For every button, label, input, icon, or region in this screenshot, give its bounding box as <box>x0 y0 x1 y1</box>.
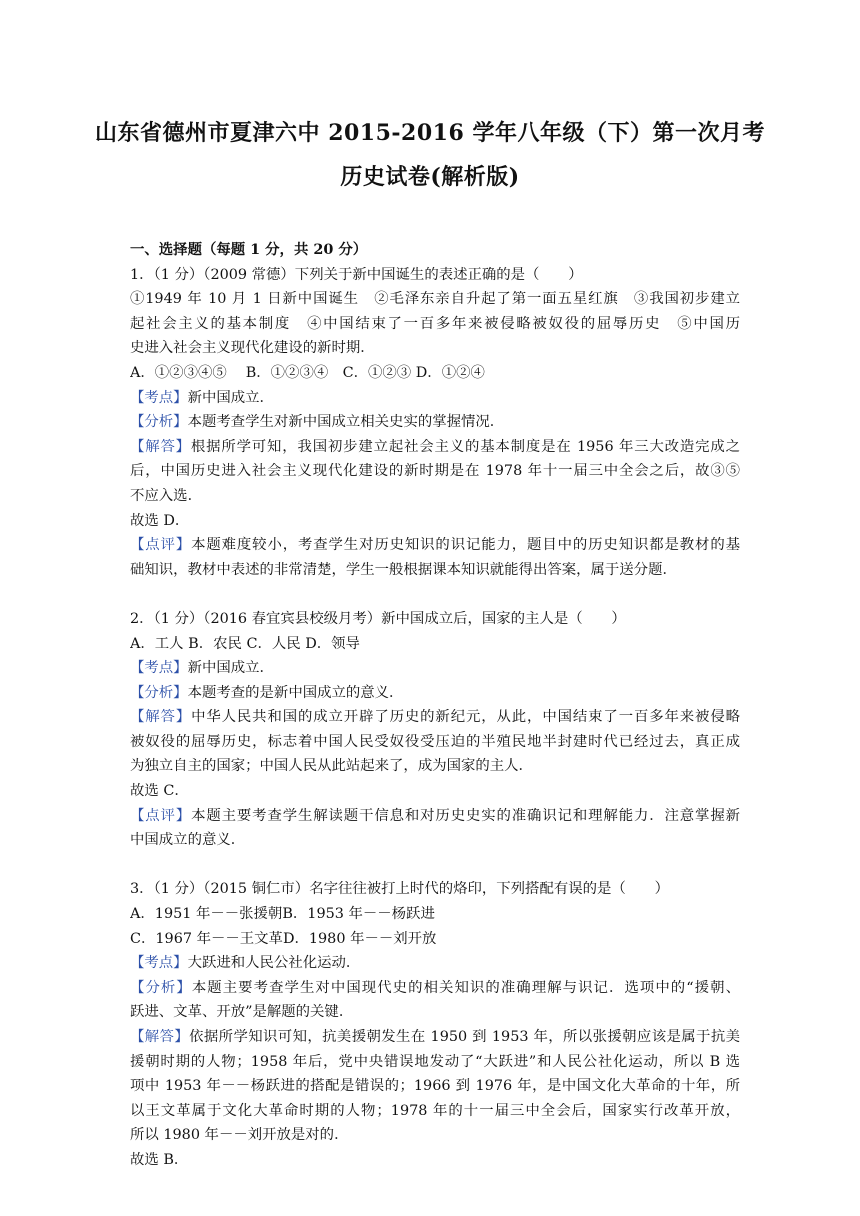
question-2-fenxi <box>130 681 740 706</box>
question-2-dianping <box>130 804 740 829</box>
question-1-statement: 起社会主义的基本制度 ④中国结束了一百多年来被侵略被奴役的屈辱历史 ⑤中国历 <box>130 315 740 332</box>
question-3-stem: 3．（1 分）（2015 铜仁市）名字往往被打上时代的烙印，下列搭配有误的是（ ） <box>130 881 669 898</box>
question-1-jieda-cont: 后，中国历史进入社会主义现代化建设的新时期是在 1978 年十一届三中全会之后，故③⑤ <box>130 463 740 480</box>
kaodian-tag: 【考点】 <box>130 660 188 677</box>
question-2-kaodian <box>130 656 740 681</box>
question-1-jieda <box>130 435 740 460</box>
fenxi-tag: 【分析】 <box>130 979 192 996</box>
question-2-jieda <box>130 705 740 730</box>
question-3-jieda-cont: 以王文革属于文化大革命时期的人物；1978 年的十一届三中全会后，国家实行改革开放， <box>130 1102 740 1119</box>
jieda-tag: 【解答】 <box>130 438 191 455</box>
jieda-text: 根据所学可知，我国初步建立起社会主义的基本制度是在 1956 年三大改造完成之 <box>190 438 740 455</box>
dianping-text: 本题难度较小，考查学生对历史知识的识记能力，题目中的历史知识都是教材的基 <box>191 537 740 554</box>
question-1-kaodian <box>130 386 740 411</box>
section-heading: 一、选择题（每题 1 分，共 20 分） <box>130 241 368 258</box>
question-3-kaodian <box>130 951 740 976</box>
title-line-1: 山东省德州市夏津六中 2015-2016 学年八年级（下）第一次月考 <box>95 120 765 146</box>
jieda-text: 依据所学知识可知，抗美援朝发生在 1950 到 1953 年，所以张援朝应该是属于抗美 <box>189 1029 740 1045</box>
question-1-stem: 1．（1 分）（2009 常德）下列关于新中国诞生的表述正确的是（ ） <box>130 266 583 283</box>
question-3-jieda-cont: 项中 1953 年－－杨跃进的搭配是错误的；1966 到 1976 年，是中国文化大革命的十年，所 <box>130 1078 740 1095</box>
dianping-tag: 【点评】 <box>130 807 192 824</box>
spacer <box>130 582 740 607</box>
question-1-statement: ①1949 年 10 月 1 日新中国诞生 ②毛泽东亲自升起了第一面五星红旗 ③我国初步建立 <box>130 291 740 308</box>
question-3-answer: 故选 B． <box>130 1151 189 1168</box>
question-1-jieda-cont: 不应入选． <box>130 487 202 504</box>
fenxi-text: 本题主要考查学生对中国现代史的相关知识的准确理解与识记．选项中的“援朝、 <box>191 979 740 996</box>
spacer <box>130 853 740 878</box>
question-3-options: C．1967 年－－王文革D．1980 年－－刘开放 <box>130 930 437 947</box>
jieda-text: 中华人民共和国的成立开辟了历史的新纪元，从此，中国结束了一百多年来被侵略 <box>191 709 740 726</box>
question-1-dianping <box>130 533 740 558</box>
question-1-statement: 史进入社会主义现代化建设的新时期． <box>130 340 375 357</box>
question-2-options: A．工人 B．农民 C．人民 D．领导 <box>130 635 360 652</box>
question-2-jieda-cont: 为独立自主的国家；中国人民从此站起来了，成为国家的主人． <box>130 758 533 775</box>
kaodian-tag: 【考点】 <box>130 389 188 406</box>
title-line-2: 历史试卷(解析版) <box>340 164 520 190</box>
question-1-fenxi <box>130 410 740 435</box>
question-3-fenxi-cont: 跃进、文革、开放”是解题的关键． <box>130 1004 354 1021</box>
question-3-jieda <box>130 1025 740 1050</box>
question-3-jieda-cont: 所以 1980 年－－刘开放是对的． <box>130 1127 349 1144</box>
dianping-tag: 【点评】 <box>130 537 192 554</box>
kaodian-text: 新中国成立． <box>187 660 274 677</box>
kaodian-tag: 【考点】 <box>130 955 188 972</box>
document-body <box>130 238 740 1173</box>
question-1-answer: 故选 D． <box>130 512 190 529</box>
fenxi-tag: 【分析】 <box>130 414 188 431</box>
kaodian-text: 大跃进和人民公社化运动． <box>187 955 361 972</box>
question-3-jieda-cont: 援朝时期的人物；1958 年后，党中央错误地发动了“大跃进”和人民公社化运动，所以 B 选 <box>130 1053 740 1070</box>
dianping-text: 本题主要考查学生解读题干信息和对历史史实的准确识记和理解能力．注意掌握新 <box>191 807 740 824</box>
fenxi-text: 本题考查的是新中国成立的意义． <box>187 684 404 701</box>
jieda-tag: 【解答】 <box>130 1029 190 1045</box>
question-2-answer: 故选 C． <box>130 783 189 800</box>
question-3-options: A．1951 年－－张援朝B．1953 年－－杨跃进 <box>130 906 435 923</box>
question-2-stem: 2．（1 分）（2016 春宜宾县校级月考）新中国成立后，国家的主人是（ ） <box>130 610 626 627</box>
question-2-jieda-cont: 被奴役的屈辱历史，标志着中国人民受奴役受压迫的半殖民地半封建时代已经过去，真正成 <box>130 733 740 750</box>
fenxi-tag: 【分析】 <box>130 684 188 701</box>
question-1-dianping-cont: 础知识，教材中表述的非常清楚，学生一般根据课本知识就能得出答案，属于送分题． <box>130 561 677 578</box>
question-2-dianping-cont: 中国成立的意义． <box>130 832 246 849</box>
question-1-options: A．①②③④⑤ B．①②③④ C．①②③ D．①②④ <box>130 364 485 381</box>
jieda-tag: 【解答】 <box>130 709 192 726</box>
kaodian-text: 新中国成立． <box>187 389 274 406</box>
question-3-fenxi <box>130 976 740 1001</box>
fenxi-text: 本题考查学生对新中国成立相关史实的掌握情况． <box>187 414 505 431</box>
